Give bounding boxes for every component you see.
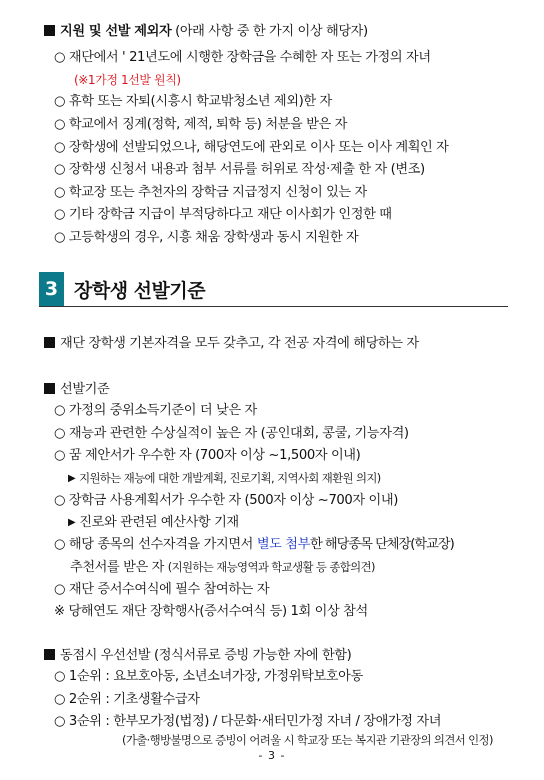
- criteria-subitem-row: [68, 513, 239, 533]
- page-number: - 3 -: [258, 749, 286, 762]
- triangle-bullet-icon: ▶: [68, 517, 76, 528]
- criteria-subitem: 지원하는 재능에 대한 개발계획, 진로기획, 지역사회 재환원 의지): [79, 471, 381, 485]
- priority-note: (가출·행방불명으로 증빙이 어려울 시 학교장 또는 복지관 기관장의 의견서 인정): [122, 733, 493, 747]
- exclusion-heading: 지원 및 선발 제외자: [60, 24, 172, 39]
- criteria-item: ○ 재능과 관련한 수상실적이 높은 자 (공인대회, 콩쿨, 기능자격): [54, 426, 409, 441]
- priority-heading-row: [44, 646, 351, 666]
- exclusion-item: ○ 장학생에 선발되었으나, 해당연도에 관외로 이사 또는 이사 계획인 자: [54, 140, 449, 155]
- exclusion-item: ○ 장학생 신청서 내용과 첨부 서류를 허위로 작성·제출 한 자 (변조): [54, 162, 425, 177]
- criteria-item-text: ○ 해당 종목의 선수자격을 가지면서: [54, 537, 257, 552]
- criteria-heading: 선발기준: [60, 382, 110, 397]
- criteria-item-note: (지원하는 재능영역과 학교생활 등 종합의견): [167, 560, 375, 574]
- section-number: 3: [39, 272, 64, 306]
- criteria-subitem: 진로와 관련된 예산사항 기재: [79, 515, 239, 530]
- priority-item: ○ 3순위 : 한부모가정(법정) / 다문화·새터민가정 자녀 / 장애가정 자녀: [54, 714, 442, 729]
- criteria-item-text: 한 해당종목 단체장(학교장): [309, 537, 454, 552]
- square-bullet-icon: [44, 649, 55, 660]
- exclusion-heading-note: (아래 사항 중 한 가지 이상 해당자): [175, 24, 368, 39]
- exclusion-item: ○ 학교에서 징계(정학, 제적, 퇴학 등) 처분을 받은 자: [54, 117, 347, 132]
- square-bullet-icon: [44, 337, 55, 348]
- exclusion-note-red: (※1가정 1선발 원칙): [74, 73, 181, 87]
- exclusion-item: ○ 학교장 또는 추천자의 장학금 지급정지 신청이 있는 자: [54, 185, 367, 200]
- criteria-item-continuation: [70, 557, 375, 578]
- section-title: 장학생 선발기준: [74, 280, 206, 302]
- exclusion-item: ○ 재단에서 ' 21년도에 시행한 장학금을 수혜한 자 또는 가정의 자녀: [54, 50, 431, 65]
- basic-qualification: 재단 장학생 기본자격을 모두 갖추고, 각 전공 자격에 해당하는 자: [60, 336, 419, 351]
- criteria-item-text: 추천서를 받은 자: [70, 560, 168, 575]
- exclusion-heading-row: [44, 22, 368, 42]
- priority-item: ○ 1순위 : 요보호아동, 소년소녀가장, 가정위탁보호아동: [54, 669, 363, 684]
- exclusion-item: ○ 휴학 또는 자퇴(시흥시 학교밖청소년 제외)한 자: [54, 94, 332, 109]
- square-bullet-icon: [44, 383, 55, 394]
- priority-heading: 동점시 우선선발 (정식서류로 증빙 가능한 자에 한함): [60, 648, 352, 663]
- exclusion-item: ○ 고등학생의 경우, 시흥 채움 장학생과 동시 지원한 자: [54, 230, 359, 245]
- criteria-item: ○ 가정의 중위소득기준이 더 낮은 자: [54, 403, 257, 418]
- section-divider: [39, 306, 508, 307]
- exclusion-item: ○ 기타 장학금 지급이 부적당하다고 재단 이사회가 인정한 때: [54, 207, 392, 222]
- criteria-item: ○ 꿈 제안서가 우수한 자 (700자 이상 ~1,500자 이내): [54, 448, 361, 463]
- criteria-item-row: [54, 535, 454, 555]
- criteria-heading-row: [44, 380, 109, 400]
- criteria-item: ○ 재단 증서수여식에 필수 참여하는 자: [54, 582, 270, 597]
- criteria-subitem-row: [68, 468, 381, 489]
- triangle-bullet-icon: ▶: [68, 473, 76, 484]
- criteria-item: ○ 장학금 사용계획서가 우수한 자 (500자 이상 ~700자 이내): [54, 493, 398, 508]
- priority-item: ○ 2순위 : 기초생활수급자: [54, 692, 200, 707]
- criteria-reference-note: ※ 당해연도 재단 장학행사(증서수여식 등) 1회 이상 참석: [54, 604, 368, 619]
- square-bullet-icon: [44, 25, 55, 36]
- basic-qualification-row: [44, 334, 419, 354]
- attachment-highlight: 별도 첨부: [256, 537, 310, 552]
